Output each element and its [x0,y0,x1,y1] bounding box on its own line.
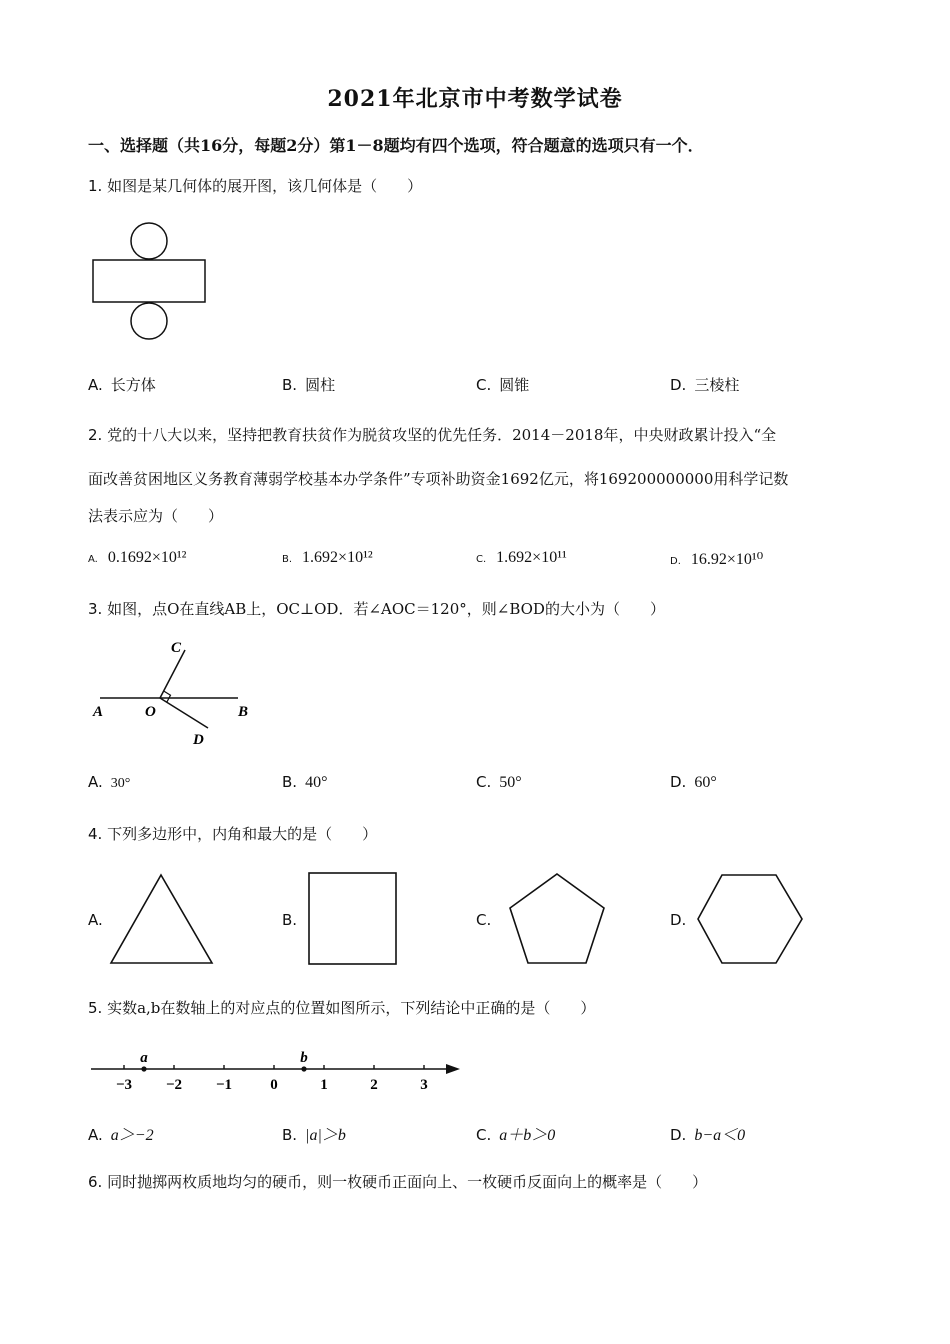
option-label: C. [476,911,492,929]
option-text: a＋b＞0 [499,1127,556,1144]
q4-option-b[interactable] [282,911,305,929]
question-text: 同时抛掷两枚质地均匀的硬币，则一枚硬币正面向上、一枚硬币反面向上的概率是（ ） [107,1173,708,1191]
q3-option-d[interactable] [670,773,717,792]
q1-option-c[interactable] [476,374,529,395]
question-text: 下列多边形中，内角和最大的是（ ） [107,825,378,843]
option-text: 1.692×10¹¹ [496,549,567,566]
point-b-label: b [300,1050,308,1066]
q5-option-c[interactable] [476,1122,555,1145]
label-b: B [238,704,249,720]
option-label: C. [476,376,492,394]
axis-tick-label: −3 [115,1077,133,1093]
label-a: A [93,704,104,720]
option-label: B. [282,773,298,791]
axis-tick-label: 2 [370,1077,378,1093]
axis-tick-label: 3 [420,1077,428,1093]
q2-option-b[interactable] [282,549,373,567]
question-number: 3. [88,600,103,618]
question-text-line-3: 法表示应为（ ） [88,507,224,525]
triangle-shape [108,872,216,967]
axis-tick-label: 0 [270,1077,278,1093]
option-label: B. [282,911,298,929]
option-text: 圆柱 [305,376,336,394]
page-title: 2021年北京市中考数学试卷 [327,86,623,112]
q1-option-d[interactable] [670,374,739,395]
question-text: 实数a,b在数轴上的对应点的位置如图所示，下列结论中正确的是（ ） [107,999,596,1017]
q5-option-d[interactable] [670,1122,745,1145]
question-2 [88,424,776,445]
option-text: |a|＞b [305,1127,346,1144]
top-circle [131,223,167,259]
q1-option-b[interactable] [282,374,335,395]
option-text: 50° [499,774,522,791]
question-number: 6. [88,1173,103,1191]
label-o: O [145,704,156,720]
option-label: A. [88,773,103,791]
q2-option-a[interactable] [88,549,186,567]
option-label: D. [670,556,681,567]
axis-tick-label: 1 [320,1077,328,1093]
ray-oc [160,650,185,698]
square-rect [309,873,396,964]
pentagon-shape [507,871,609,967]
q3-option-a[interactable] [88,773,130,792]
question-text: 如图，点O在直线AB上，OC⊥OD．若∠AOC＝120°，则∠BOD的大小为（ ） [107,600,665,618]
option-label: B. [282,376,298,394]
option-label: D. [670,773,687,791]
point-a [141,1066,146,1071]
net-rectangle [93,260,205,302]
square-shape [306,870,400,968]
q4-option-c[interactable] [476,911,499,929]
option-label: C. [476,773,492,791]
q2-option-c[interactable] [476,549,567,567]
bottom-circle [131,303,167,339]
label-d: D [193,732,204,748]
axis-tick-label: −2 [165,1077,183,1093]
option-text: 长方体 [110,376,156,394]
question-3 [88,598,665,619]
option-label: C. [476,554,487,565]
question-number: 4. [88,825,103,843]
question-5 [88,997,595,1018]
option-text: 三棱柱 [694,376,740,394]
option-text: 0.1692×10¹² [107,549,187,566]
option-text: 1.692×10¹² [302,549,373,566]
option-label: C. [476,1126,492,1144]
option-label: B. [282,554,293,565]
q2-option-d[interactable] [670,549,763,569]
option-label: D. [670,376,687,394]
option-text: 圆锥 [499,376,530,394]
hexagon-shape [695,872,805,966]
question-number: 2. [88,426,103,444]
axis-arrow-icon [446,1064,460,1074]
option-text: a＞−2 [110,1127,154,1144]
angle-figure [88,636,258,748]
question-text-line-2: 面改善贫困地区义务教育薄弱学校基本办学条件”专项补助资金1692亿元，将169200000000用科学记数 [88,470,789,488]
axis-tick-label: −1 [215,1077,233,1093]
point-b [301,1066,306,1071]
question-1 [88,175,422,196]
question-4 [88,823,377,844]
option-label: B. [282,1126,298,1144]
net-figure [88,220,213,345]
pentagon-polygon [510,874,604,963]
q1-option-a[interactable] [88,374,156,395]
option-label: D. [670,911,687,929]
q3-option-b[interactable] [282,773,327,792]
option-text: b−a＜0 [694,1127,746,1144]
point-a-label: a [140,1050,148,1066]
q3-option-c[interactable] [476,773,522,792]
option-text: 40° [305,774,328,791]
option-label: A. [88,1126,103,1144]
question-number: 5. [88,999,103,1017]
question-6 [88,1171,707,1192]
question-text-line-1: 党的十八大以来，坚持把教育扶贫作为脱贫攻坚的优先任务．2014－2018年，中央财政累计投入“全 [107,426,777,444]
option-label: A. [88,911,103,929]
q5-option-a[interactable] [88,1122,154,1145]
option-label: A. [88,376,103,394]
option-label: D. [670,1126,687,1144]
q5-option-b[interactable] [282,1122,346,1145]
option-text: 16.92×10¹⁰ [690,551,764,568]
hexagon-polygon [698,875,802,963]
ray-od [160,698,208,728]
option-label: A. [88,554,98,565]
question-text: 如图是某几何体的展开图，该几何体是（ ） [107,177,423,195]
triangle-polygon [111,875,212,963]
label-c: C [171,640,182,656]
option-text: 30° [110,776,131,791]
question-number: 1. [88,177,103,195]
section-heading: 一、选择题（共16分，每题2分）第1－8题均有四个选项，符合题意的选项只有一个． [88,136,704,155]
option-text: 60° [694,774,717,791]
number-line [88,1040,468,1096]
q4-option-d[interactable] [670,911,694,929]
